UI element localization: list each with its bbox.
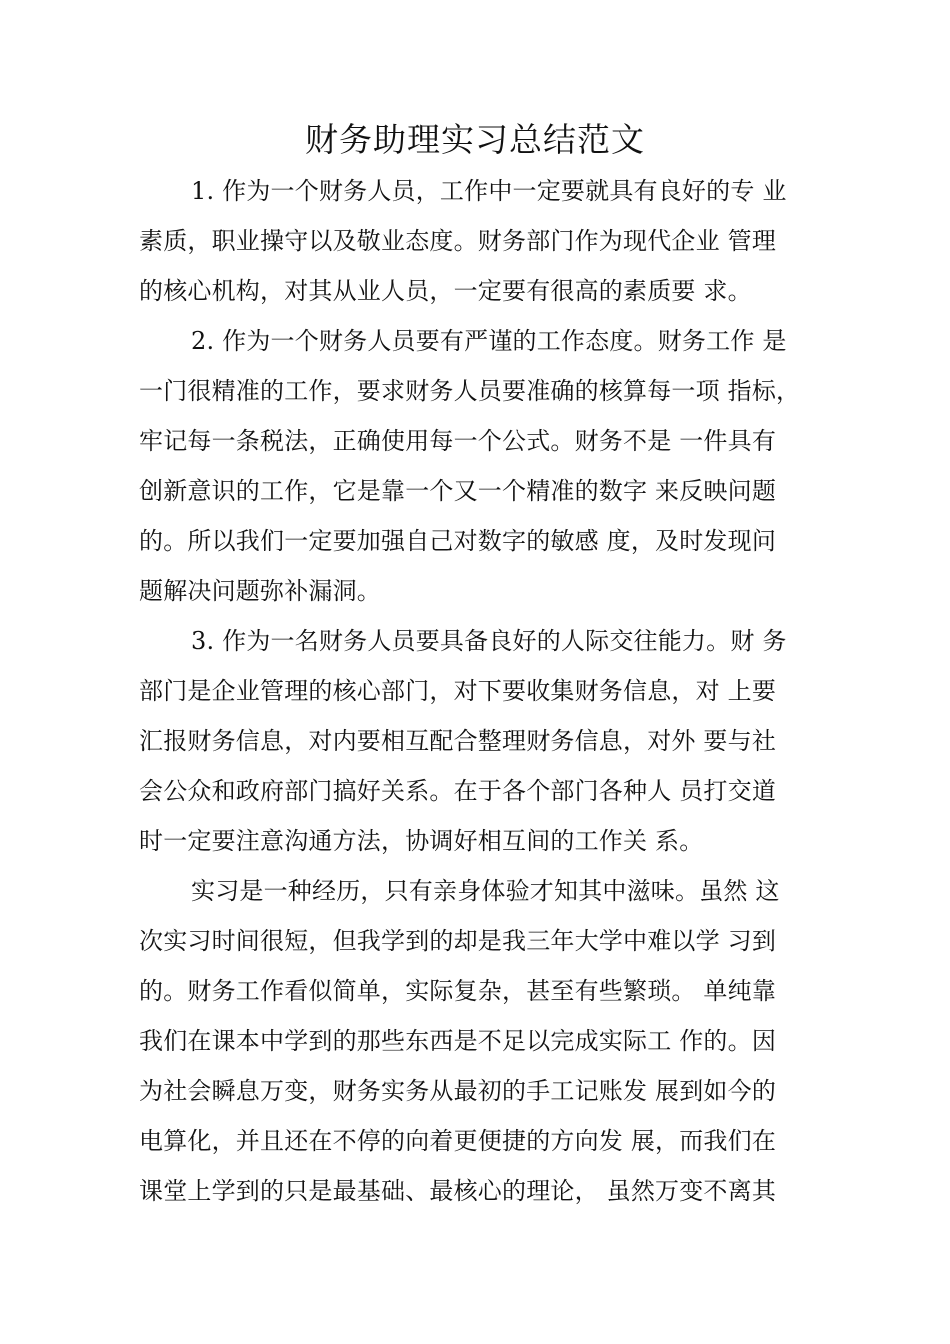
paragraph-2 (139, 318, 829, 618)
paragraph-1 (139, 168, 829, 318)
text-line: 一门很精准的工作，要求财务人员要准确的核算每一项 指标， (139, 377, 801, 405)
paragraph-4 (139, 868, 829, 1218)
text-line: 3. 作为一名财务人员要具备良好的人际交往能力。财 务 (191, 627, 787, 655)
text-line: 1. 作为一个财务人员，工作中一定要就具有良好的专 业 (191, 177, 787, 205)
text-line: 为社会瞬息万变，财务实务从最初的手工记账发 展到如今的 (139, 1077, 777, 1105)
text-line: 实习是一种经历，只有亲身体验才知其中滋味。虽然 这 (191, 877, 780, 905)
text-line: 牢记每一条税法，正确使用每一个公式。财务不是 一件具有 (139, 427, 777, 455)
text-line: 会公众和政府部门搞好关系。在于各个部门各种人 员打交道 (139, 777, 777, 805)
text-line: 次实习时间很短，但我学到的却是我三年大学中难以学 习到 (139, 927, 777, 955)
text-line: 题解决问题弥补漏洞。 (139, 577, 381, 605)
text-line: 部门是企业管理的核心部门，对下要收集财务信息，对 上要 (139, 677, 777, 705)
text-line: 的。财务工作看似简单，实际复杂，甚至有些繁琐。 单纯靠 (139, 977, 777, 1005)
text-line: 时一定要注意沟通方法，协调好相互间的工作关 系。 (139, 827, 704, 855)
text-line: 2. 作为一个财务人员要有严谨的工作态度。财务工作 是 (191, 327, 787, 355)
text-line: 的核心机构，对其从业人员，一定要有很高的素质要 求。 (139, 277, 752, 305)
text-line: 创新意识的工作，它是靠一个又一个精准的数字 来反映问题 (139, 477, 777, 505)
text-line: 汇报财务信息，对内要相互配合整理财务信息，对外 要与社 (139, 727, 777, 755)
document-title: 财务助理实习总结范文 (305, 120, 645, 159)
text-line: 课堂上学到的只是最基础、最核心的理论， 虽然万变不离其 (139, 1177, 777, 1205)
text-line: 的。所以我们一定要加强自己对数字的敏感 度，及时发现问 (139, 527, 777, 555)
text-line: 电算化，并且还在不停的向着更便捷的方向发 展，而我们在 (139, 1127, 777, 1155)
text-line: 我们在课本中学到的那些东西是不足以完成实际工 作的。因 (139, 1027, 777, 1055)
document-body (139, 168, 829, 1218)
text-line: 素质，职业操守以及敬业态度。财务部门作为现代企业 管理 (139, 227, 777, 255)
paragraph-3 (139, 618, 829, 868)
